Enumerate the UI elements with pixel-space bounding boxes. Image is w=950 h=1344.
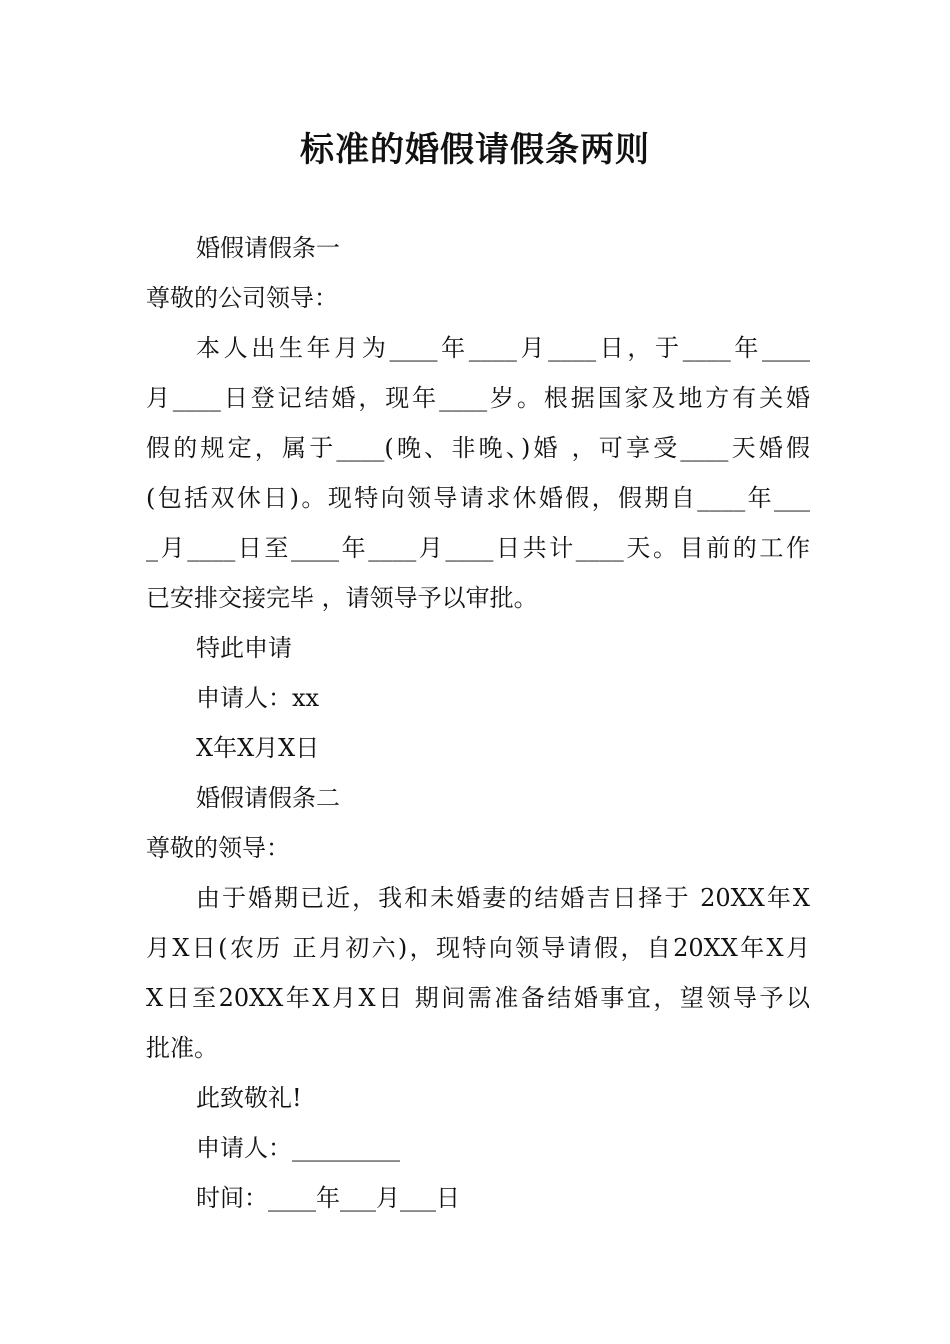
body-line: 本人出生年月为____年____月____日，于____年____	[196, 334, 810, 362]
body-line: 婚假请假条一	[196, 234, 340, 262]
body-line: 月____日登记结婚，现年____岁。根据国家及地方有关婚	[146, 384, 810, 412]
body-line: 婚假请假条二	[196, 784, 340, 812]
body-line: 假的规定，属于____(晚、非晚、)婚 ，可享受____天婚假	[146, 434, 810, 462]
body-line: (包括双休日)。现特向领导请求休婚假，假期自____年___	[146, 484, 810, 512]
body-line: X日至20XX年X月X日 期间需准备结婚事宜，望领导予以	[146, 984, 810, 1012]
body-line: 时间：____年___月___日	[196, 1184, 460, 1212]
body-line: 此致敬礼!	[196, 1084, 302, 1112]
body-line: 由于婚期已近，我和未婚妻的结婚吉日择于 20XX年X	[196, 884, 810, 912]
document-body	[146, 223, 810, 1223]
body-line: 尊敬的公司领导：	[146, 284, 338, 312]
body-line: _月____日至____年____月____日共计____天。目前的工作	[146, 534, 810, 562]
body-line: X年X月X日	[196, 734, 320, 762]
body-line: 已安排交接完毕 ，请领导予以审批。	[146, 584, 538, 612]
body-line: 月X日(农历 正月初六)，现特向领导请假，自20XX年X月	[146, 934, 810, 962]
body-line: 特此申请	[196, 634, 292, 662]
body-line: 尊敬的领导：	[146, 834, 290, 862]
body-line: 申请人：_________	[196, 1134, 400, 1162]
body-line: 申请人：xx	[196, 684, 320, 712]
body-line: 批准。	[146, 1034, 218, 1062]
document-title: 标准的婚假请假条两则	[300, 130, 650, 170]
